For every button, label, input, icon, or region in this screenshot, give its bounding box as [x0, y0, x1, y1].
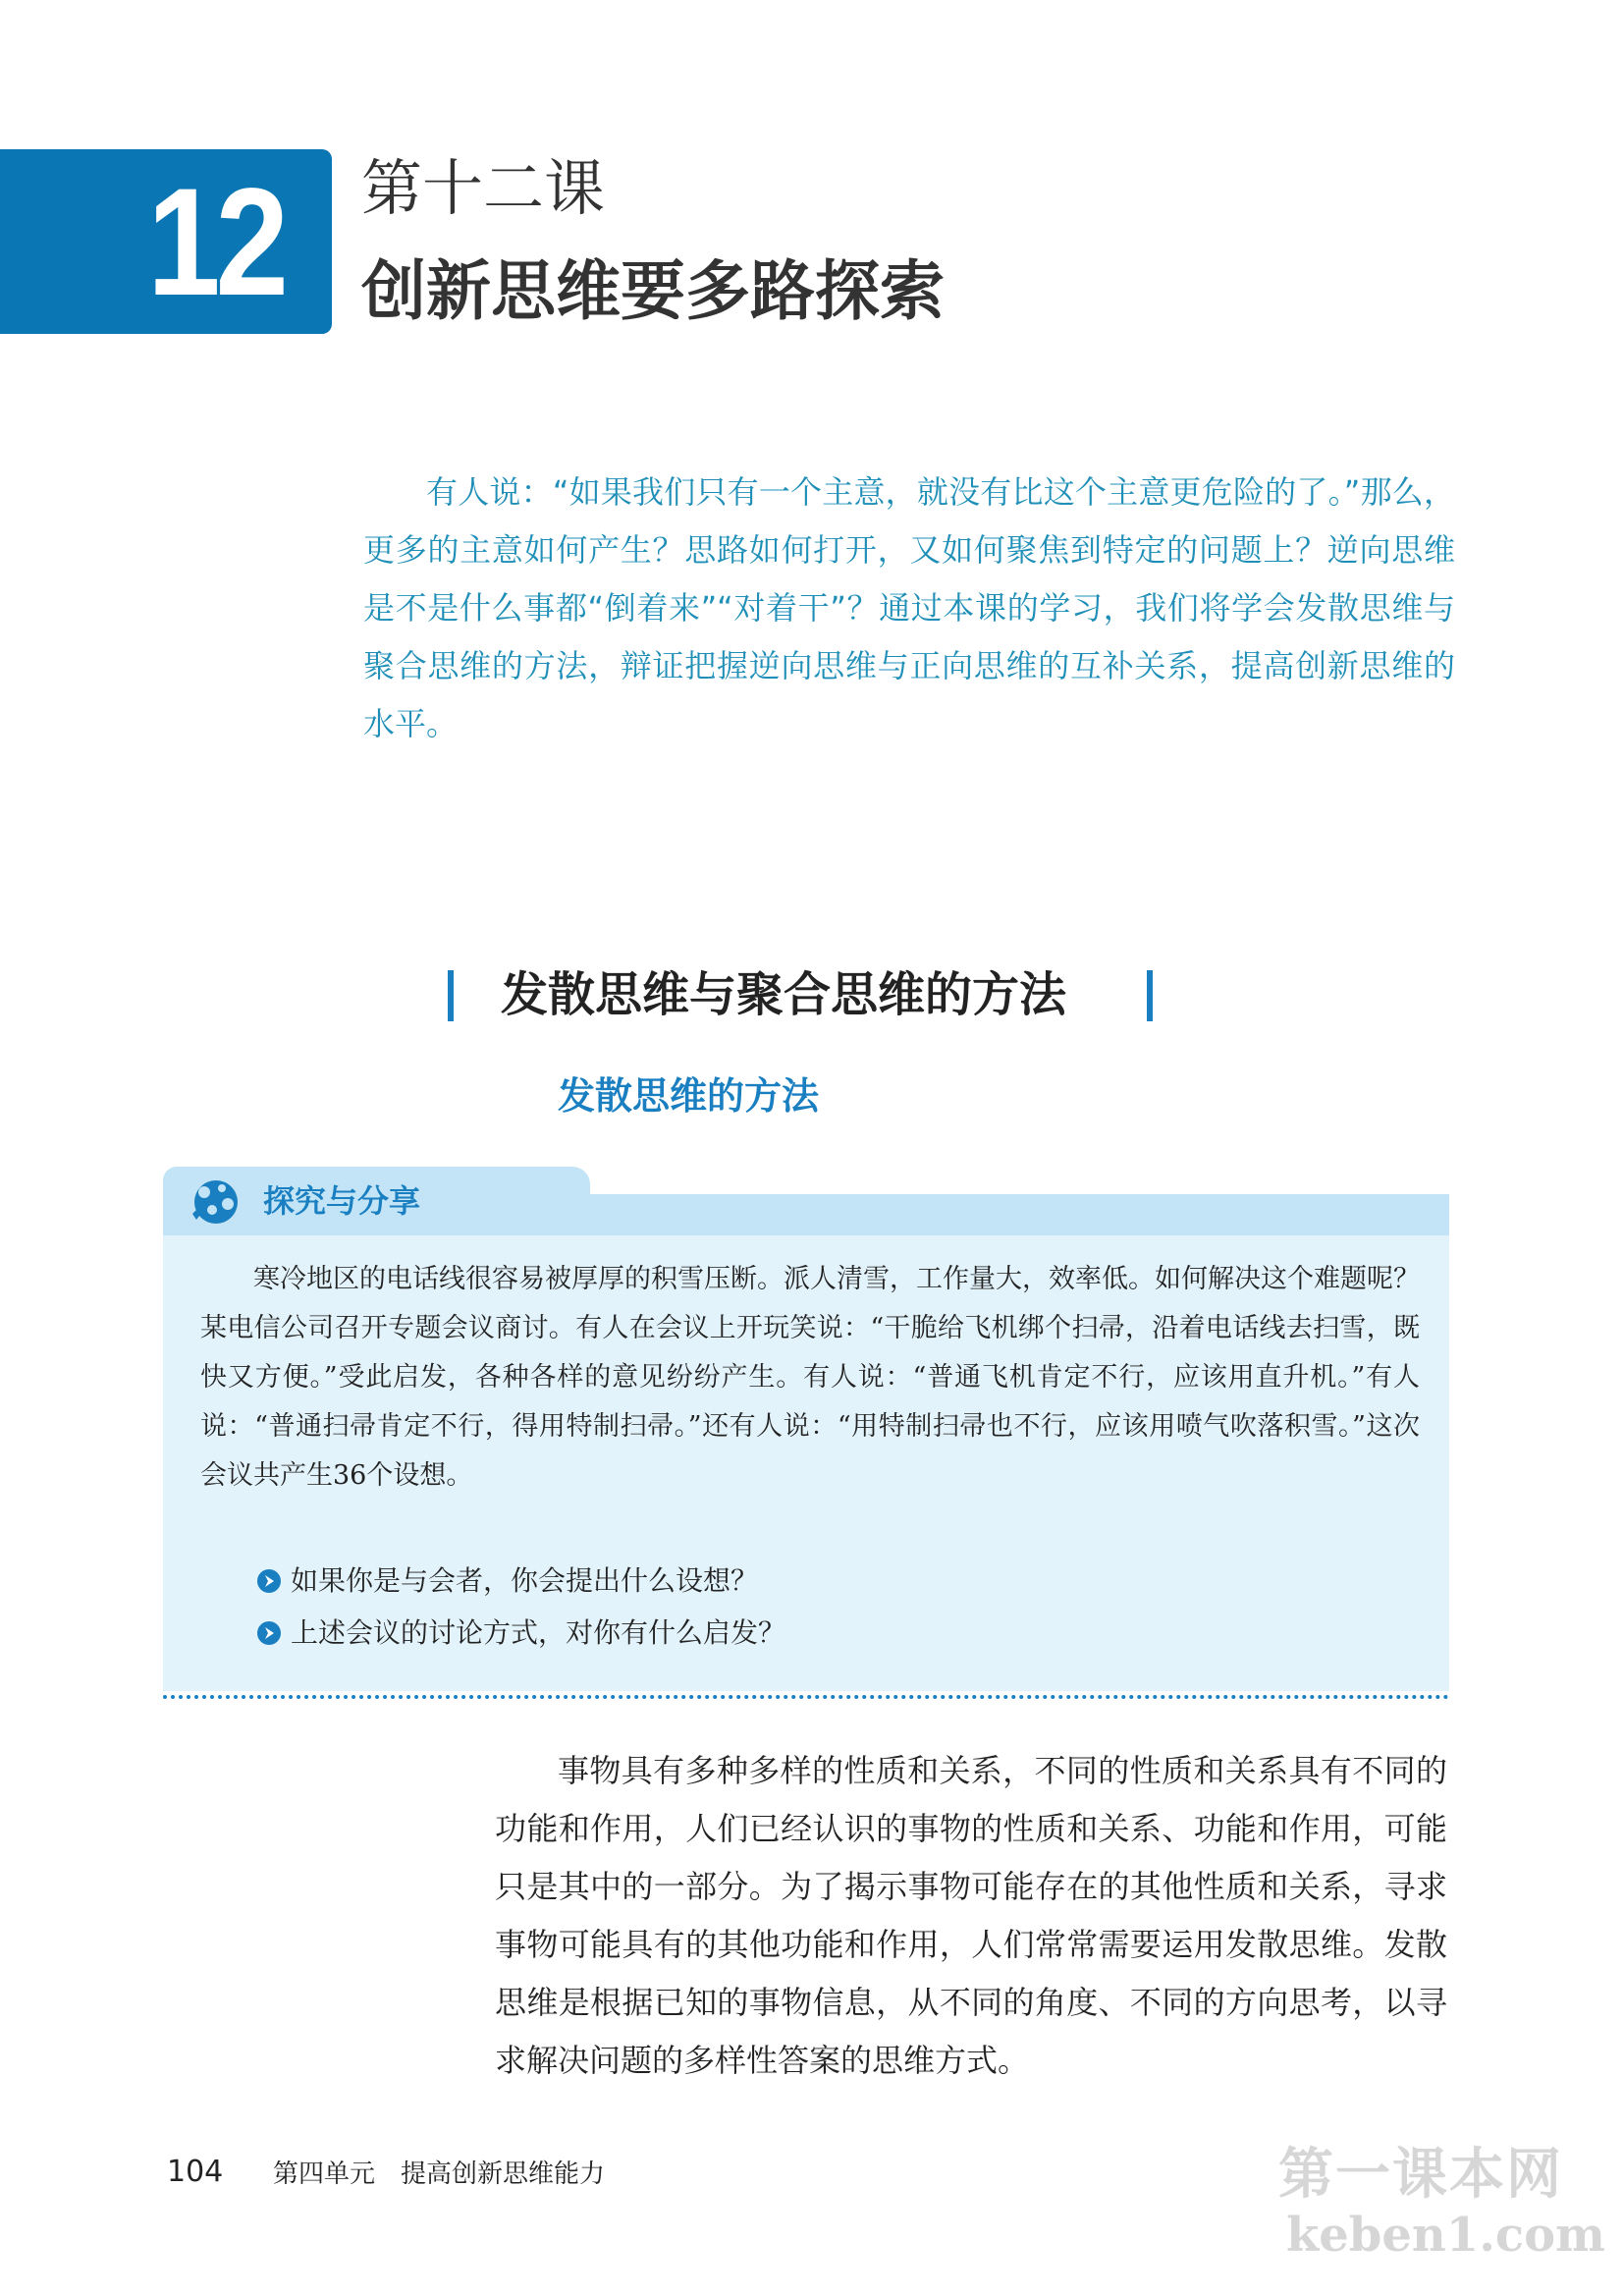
lesson-title: 创新思维要多路探索: [361, 253, 945, 329]
intro-text: 有人说：“如果我们只有一个主意，就没有比这个主意更危险的了。”那么，更多的主意如何产生？思路如何打开，又如何聚焦到特定的问题上？逆向思维是不是什么事都“倒着来”“对着干”？通过本课的学习，我们将学会发散思维与聚合思维的方法，辩证把握逆向思维与正向思维的互补关系，提高创新思维的水平。: [363, 473, 1455, 742]
explore-dotted-divider: [163, 1695, 1449, 1699]
lesson-label: 第十二课: [361, 152, 606, 224]
watermark-title: 第一课本网: [1278, 2143, 1563, 2207]
intro-paragraph: [363, 464, 1455, 753]
arrow-circle-icon: [257, 1569, 281, 1593]
body-text: 事物具有多种多样的性质和关系，不同的性质和关系具有不同的功能和作用，人们已经认识的事物的性质和关系、功能和作用，可能只是其中的一部分。为了揭示事物可能存在的其他性质和关系，寻求事物可能具有的其他功能和作用，人们常常需要运用发散思维。发散思维是根据已知的事物信息，从不同的角度、不同的方向思考，以寻求解决问题的多样性答案的思维方式。: [495, 1752, 1447, 2079]
body-paragraph: [495, 1742, 1447, 2090]
footer-unit-title: 第四单元 提高创新思维能力: [273, 2159, 606, 2189]
lesson-number: 12: [147, 157, 284, 328]
question-item: [257, 1613, 785, 1653]
question-text: 上述会议的讨论方式，对你有什么启发？: [291, 1616, 786, 1649]
section-bar-left: [448, 970, 454, 1021]
watermark-url: keben1.com: [1286, 2208, 1605, 2263]
question-text: 如果你是与会者，你会提出什么设想？: [291, 1564, 759, 1597]
arrow-circle-icon: [257, 1621, 281, 1645]
explore-text-block: [200, 1255, 1420, 1501]
explore-title: 探究与分享: [263, 1182, 421, 1220]
section-title: 发散思维与聚合思维的方法: [501, 967, 1067, 1022]
subsection-title: 发散思维的方法: [558, 1073, 820, 1118]
explore-icon: [187, 1175, 243, 1228]
section-bar-right: [1147, 970, 1153, 1021]
page-number: 104: [167, 2155, 224, 2189]
explore-text: 寒冷地区的电话线很容易被厚厚的积雪压断。派人清雪，工作量大，效率低。如何解决这个难题呢？某电信公司召开专题会议商讨。有人在会议上开玩笑说：“干脆给飞机绑个扫帚，沿着电话线去扫雪，既快又方便。”受此启发，各种各样的意见纷纷产生。有人说：“普通飞机肯定不行，应该用直升机。”有人说：“普通扫帚肯定不行，得用特制扫帚。”还有人说：“用特制扫帚也不行，应该用喷气吹落积雪。”这次会议共产生36个设想。: [200, 1264, 1420, 1491]
question-item: [257, 1561, 758, 1601]
